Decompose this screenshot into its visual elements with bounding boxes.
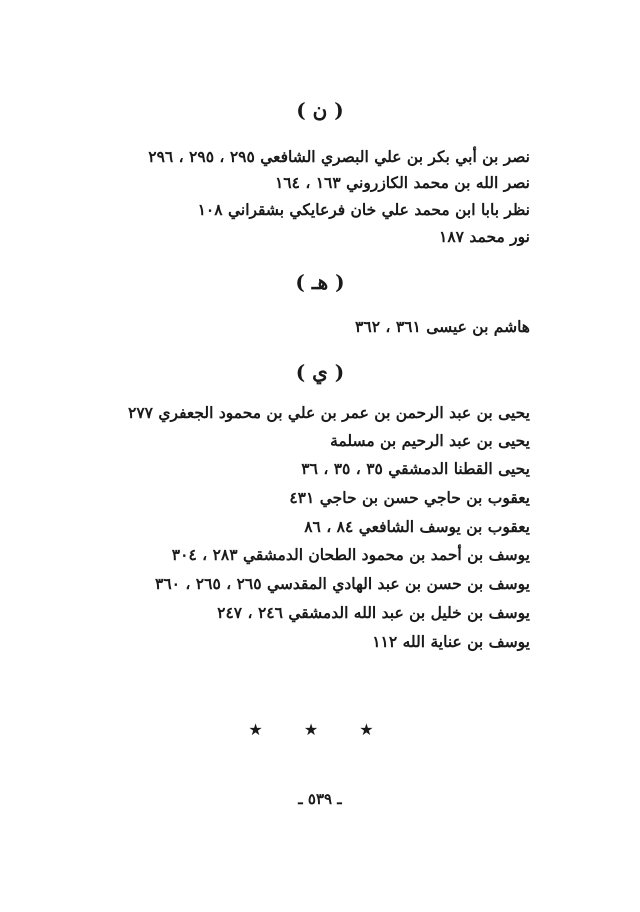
index-entry: هاشم بن عيسى ٣٦١ ، ٣٦٢ (355, 317, 530, 336)
index-entry: يحيى القطنا الدمشقي ٣٥ ، ٣٥ ، ٣٦ (301, 459, 530, 478)
index-entry: يحيى بن عبد الرحمن بن عمر بن علي بن محمود الجعفري ٢٧٧ (128, 403, 530, 422)
index-entry: يعقوب بن حاجي حسن بن حاجي ٤٣١ (289, 488, 530, 507)
index-entry: نور محمد ١٨٧ (439, 227, 530, 246)
section-heading-ya: ( ي ) (295, 360, 345, 384)
page-number: ـ ٥٣٩ ـ (298, 790, 342, 808)
index-entry: يعقوب بن يوسف الشافعي ٨٤ ، ٨٦ (304, 517, 530, 536)
index-entry: نصر بن أبي بكر بن علي البصري الشافعي ٢٩٥ ، ٢٩٥ ، ٢٩٦ (148, 147, 530, 166)
star-divider: ★ ★ ★ (248, 720, 392, 739)
index-entry: يوسف بن عناية الله ١١٢ (372, 632, 530, 651)
index-entry: يحيى بن عبد الرحيم بن مسلمة (330, 431, 530, 450)
section-heading-noon: ( ن ) (296, 98, 344, 122)
index-entry: نظر بابا ابن محمد علي خان فرعايكي بشقراني ١٠٨ (197, 200, 530, 219)
index-entry: يوسف بن حسن بن عبد الهادي المقدسي ٢٦٥ ، ٢٦٥ ، ٣٦٠ (155, 574, 530, 593)
index-entry: يوسف بن خليل بن عبد الله الدمشقي ٢٤٦ ، ٢٤٧ (217, 603, 530, 622)
index-entry: نصر الله بن محمد الكازروني ١٦٣ ، ١٦٤ (274, 173, 530, 192)
index-entry: يوسف بن أحمد بن محمود الطحان الدمشقي ٢٨٣ ، ٣٠٤ (171, 545, 530, 564)
section-heading-ha: ( هـ ) (295, 270, 345, 294)
